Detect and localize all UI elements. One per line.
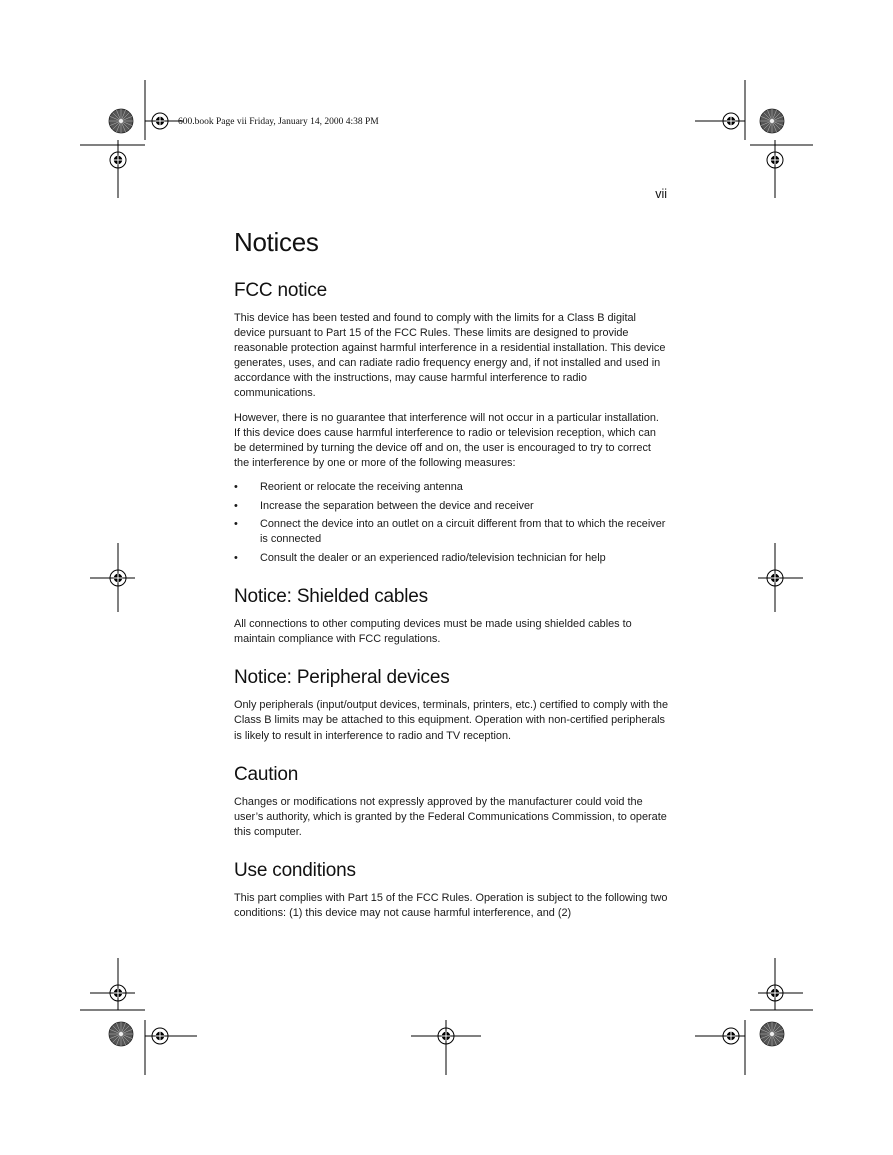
list-item: • Reorient or relocate the receiving antenna: [234, 480, 668, 495]
section-heading: Caution: [234, 763, 299, 785]
bullet-list: [234, 480, 668, 566]
list-item: • Consult the dealer or an experienced radio/television technician for help: [234, 551, 668, 566]
section-heading: FCC notice: [234, 280, 328, 301]
paragraph: Changes or modifications not expressly approved by the manufacturer could void the user’s authority, which is granted by the Federal Communications Commission, to operate this computer.: [234, 795, 667, 838]
section-use-conditions: [234, 860, 668, 921]
paragraph: All connections to other computing devices must be made using shielded cables to maintain compliance with FCC regulations.: [234, 618, 632, 646]
starburst-target-icon: [109, 109, 133, 133]
section-heading: Notice: Peripheral devices: [234, 667, 450, 689]
section-fcc-notice: [234, 280, 668, 566]
starburst-target-icon: [760, 109, 784, 133]
paragraph: This device has been tested and found to comply with the limits for a Class B digital device pursuant to Part 15 of the FCC Rules. These limits are designed to provide reasonable protection against harmful interference in a residential installation. This device generates, uses, and can radiate radio frequency energy and, if not installed and used in accordance with the instructions, may cause harmful interference to radio communications.: [234, 312, 666, 400]
list-item: • Connect the device into an outlet on a circuit different from that to which the receiver is connected: [234, 518, 666, 546]
page-content: [234, 227, 668, 941]
paragraph: This part complies with Part 15 of the FCC Rules. Operation is subject to the following two conditions: (1) this device may not cause harmful interference, and (2): [234, 891, 668, 920]
list-item: • Increase the separation between the device and receiver: [234, 499, 668, 514]
starburst-target-icon: [760, 1022, 784, 1046]
page-title: Notices: [234, 227, 319, 257]
section-peripheral-devices: [234, 667, 668, 743]
bullet-icon: •: [234, 499, 238, 512]
bullet-icon: •: [234, 518, 238, 531]
section-caution: [234, 764, 668, 840]
paragraph: Only peripherals (input/output devices, terminals, printers, etc.) certified to comply with the Class B limits may be attached to this equipment. Operation with non-certified peripherals is likely to result in interference to radio and TV reception.: [234, 699, 668, 742]
bullet-icon: •: [234, 552, 238, 565]
paragraph: However, there is no guarantee that interference will not occur in a particular installation. If this device does cause harmful interference to radio or television reception, which can be determined by turning the device off and on, the user is encouraged to try to correct the interference by one or more of the following measures:: [234, 411, 659, 469]
section-heading: Notice: Shielded cables: [234, 586, 428, 608]
section-shielded-cables: [234, 586, 668, 647]
page-slug: 600.book Page vii Friday, January 14, 2000 4:38 PM: [178, 117, 379, 127]
page-number: vii: [655, 187, 667, 201]
starburst-target-icon: [109, 1022, 133, 1046]
bullet-icon: •: [234, 480, 238, 493]
section-heading: Use conditions: [234, 859, 356, 881]
